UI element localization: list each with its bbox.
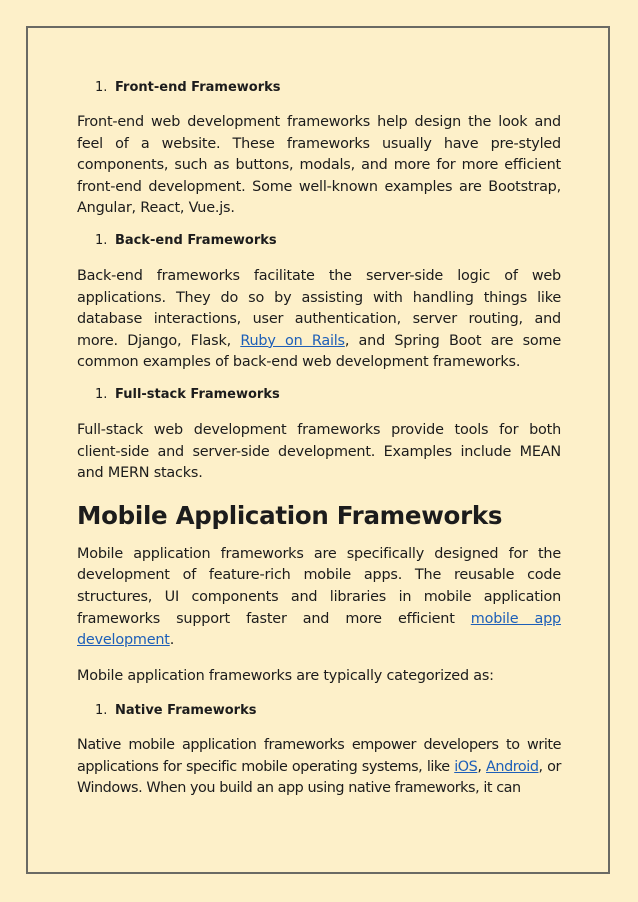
list-number: 1. bbox=[95, 233, 108, 249]
mobile-intro-paragraph bbox=[77, 544, 561, 652]
native-paragraph bbox=[77, 735, 561, 800]
list-number: 1. bbox=[95, 387, 108, 403]
native-text-after: , or Windows. When you build an app using native frameworks, it can bbox=[77, 758, 561, 797]
frontend-heading: Front-end Frameworks bbox=[115, 79, 281, 95]
list-item-fullstack bbox=[77, 382, 561, 408]
list-item-backend bbox=[77, 228, 561, 254]
ruby-on-rails-link[interactable]: Ruby on Rails bbox=[240, 332, 345, 349]
backend-heading: Back-end Frameworks bbox=[115, 233, 277, 249]
android-link[interactable]: Android bbox=[486, 758, 539, 775]
fullstack-paragraph: Full-stack web development frameworks provide tools for both client-side and server-side development. Examples include MEAN and MERN stacks. bbox=[77, 421, 561, 482]
native-text-before: Native mobile application frameworks empower developers to write applications for specific mobile operating systems, like bbox=[77, 737, 561, 775]
list-item-native bbox=[77, 697, 561, 723]
backend-text-before: Back-end frameworks facilitate the server-side logic of web applications. They do so by assisting with handling things like database interactions, user authentication, server routing, and more. Django, Flask, bbox=[77, 267, 561, 349]
mobile-intro-before: Mobile application frameworks are specifically designed for the development of feature-rich mobile apps. The reusable code structures, UI components and libraries in mobile application frameworks support faster and more efficient bbox=[77, 545, 561, 627]
mobile-app-development-link[interactable]: mobile app development bbox=[77, 610, 561, 649]
list-number: 1. bbox=[95, 702, 108, 718]
ios-link[interactable]: iOS bbox=[454, 758, 478, 775]
native-heading: Native Frameworks bbox=[115, 702, 257, 718]
backend-text-after: , and Spring Boot are some common examples of back-end web development frameworks. bbox=[77, 332, 562, 371]
backend-paragraph bbox=[77, 266, 561, 374]
categories-paragraph: Mobile application frameworks are typically categorized as: bbox=[77, 667, 494, 684]
list-number: 1. bbox=[95, 79, 108, 95]
frontend-paragraph: Front-end web development frameworks help design the look and feel of a website. These frameworks usually have pre-styled components, such as buttons, modals, and more for more efficient front-end development. Some well-known examples are Bootstrap, Angular, React, Vue.js. bbox=[77, 114, 561, 217]
mobile-intro-after: . bbox=[169, 632, 175, 649]
document-body bbox=[77, 74, 561, 800]
native-separator: , bbox=[477, 758, 487, 775]
fullstack-heading: Full-stack Frameworks bbox=[115, 387, 280, 403]
mobile-section-title: Mobile Application Frameworks bbox=[77, 500, 503, 530]
list-item-frontend bbox=[77, 74, 561, 100]
